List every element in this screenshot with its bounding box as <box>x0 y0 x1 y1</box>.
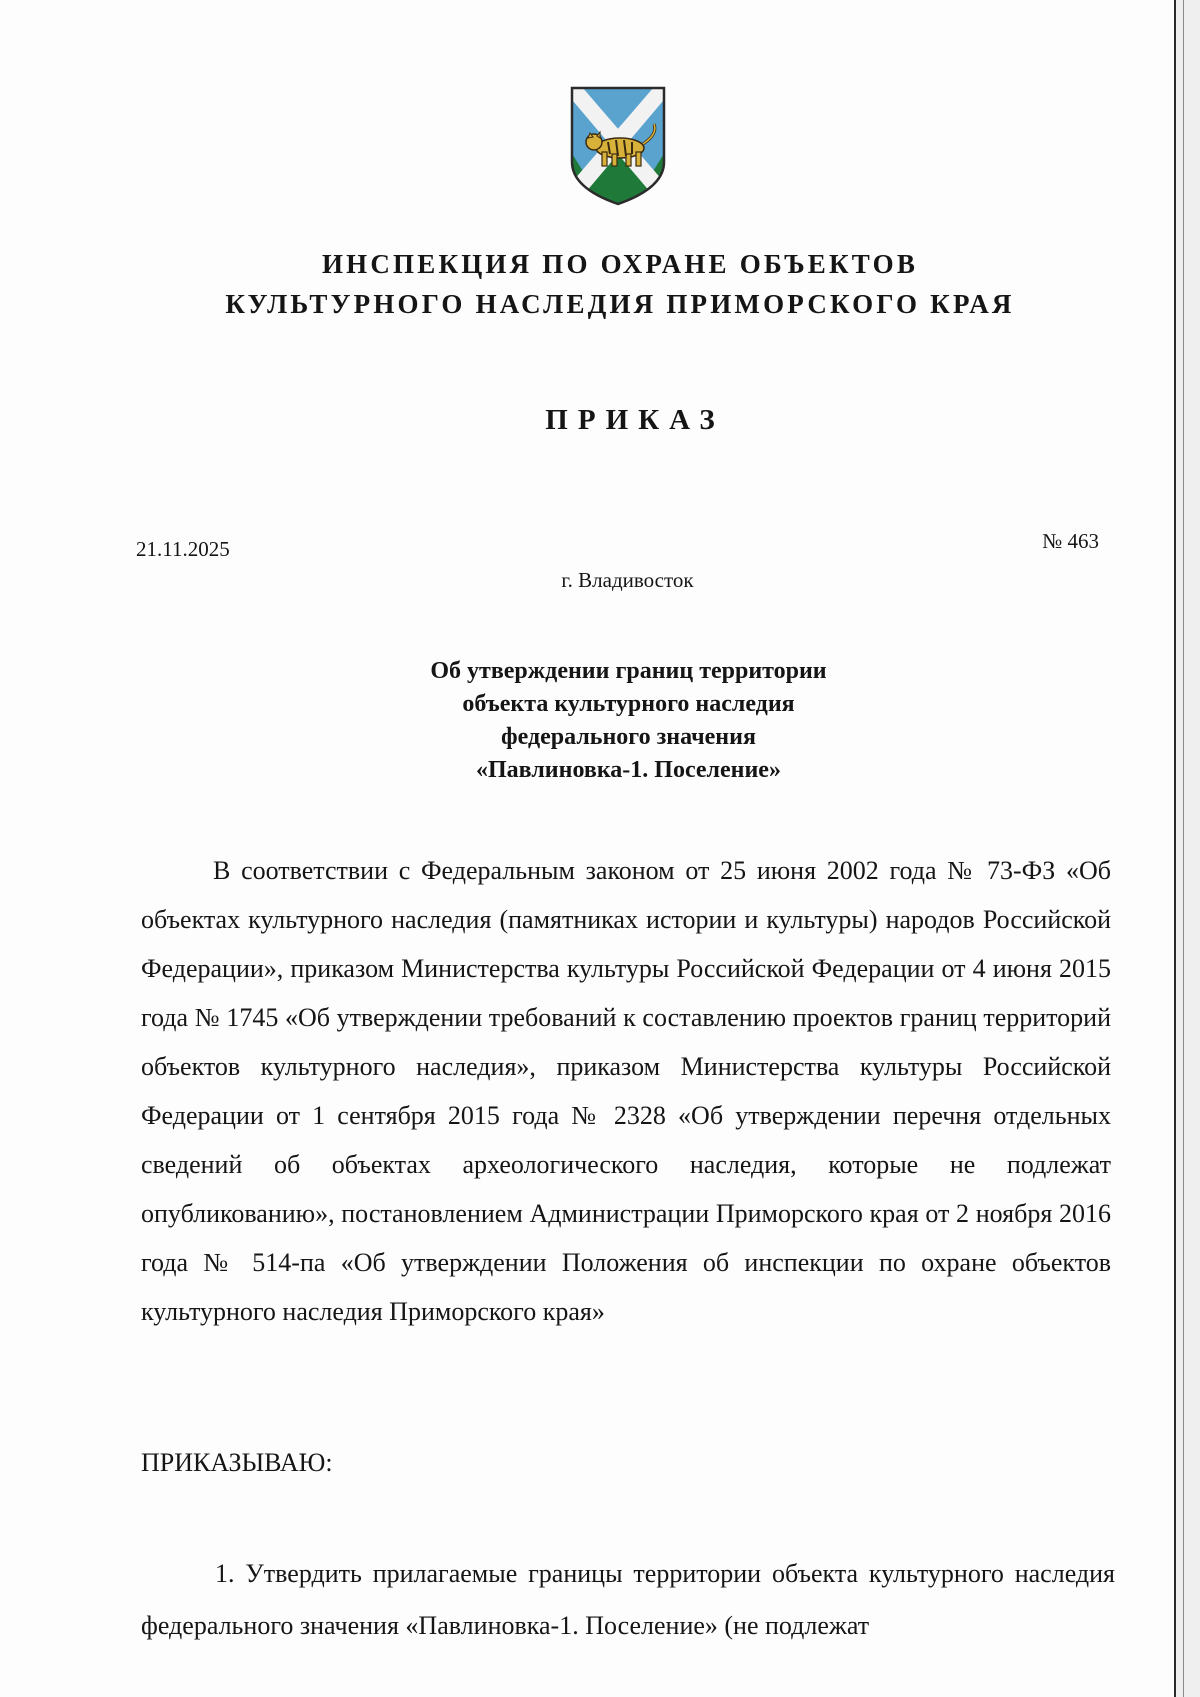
subject-line-4: «Павлиновка-1. Поселение» <box>476 757 781 783</box>
organization-title <box>60 244 1180 324</box>
primorsky-krai-coat-of-arms-icon <box>566 84 670 208</box>
scan-edge-line-secondary <box>1183 0 1184 1697</box>
order-point-1: 1. Утвердить прилагаемые границы территории объекта культурного наследия федерального значения «Павлиновка-1. Поселение» (не подлежат <box>141 1559 1115 1640</box>
subject-line-2: объекта культурного наследия <box>462 691 795 717</box>
subject-line-3: федерального значения <box>501 724 756 750</box>
preamble-paragraph: В соответствии с Федеральным законом от 25 июня 2002 года № 73-ФЗ «Об объектах культурного наследия (памятниках истории и культуры) народов Российской Федерации», приказом Министерства культуры Российской Федерации от 4 июня 2015 года № 1745 «Об утверждении требований к составлению проектов границ территорий объектов культурного наследия», приказом Министерства культуры Российской Федерации от 1 сентября 2015 года № 2328 «Об утверждении перечня отдельных сведений об объектах археологического наследия, которые не подлежат опубликованию», постановлением Администрации Приморского края от 2 ноября 2016 года № 514-па «Об утверждении Положения об инспекции по охране объектов культурного наследия Приморского края» <box>141 856 1111 1326</box>
document-subject <box>60 655 1197 787</box>
document-date: 21.11.2025 <box>136 537 230 561</box>
document-type-heading: ПРИКАЗ <box>545 404 725 436</box>
organization-title-line-1: ИНСПЕКЦИЯ ПО ОХРАНЕ ОБЪЕКТОВ <box>321 249 919 279</box>
document-city: г. Владивосток <box>561 568 694 592</box>
decree-word: ПРИКАЗЫВАЮ: <box>141 1448 333 1477</box>
document-number: № 463 <box>1042 529 1099 553</box>
organization-title-line-2: КУЛЬТУРНОГО НАСЛЕДИЯ ПРИМОРСКОГО КРАЯ <box>225 289 1015 319</box>
subject-line-1: Об утверждении границ территории <box>430 658 827 684</box>
